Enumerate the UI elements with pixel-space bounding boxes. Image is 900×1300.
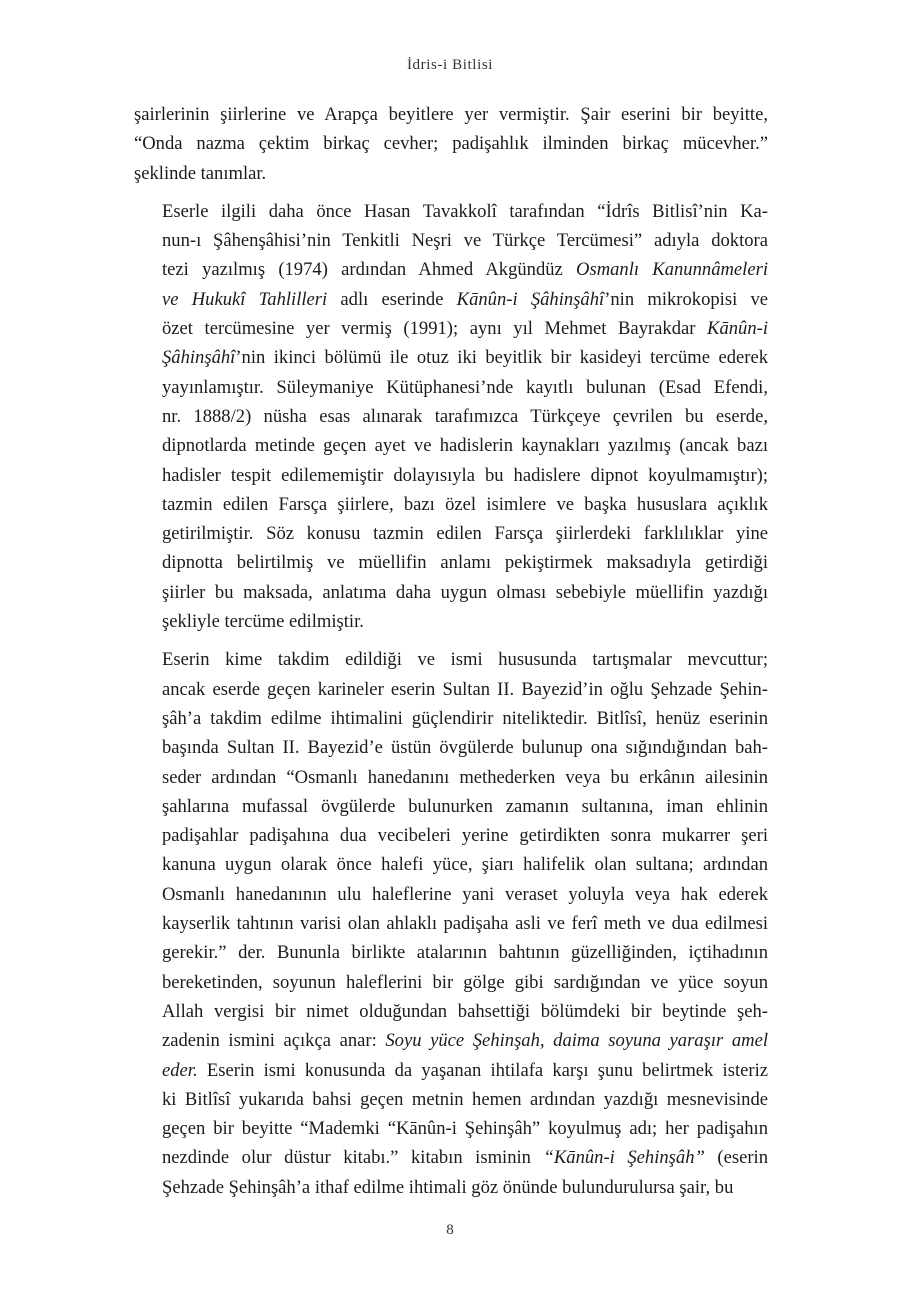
text-run: kanuna uygun olarak önce halefi yüce, şiarı halifelik olan sultana; ardından: [162, 854, 768, 876]
text-run: şiirler bu maksada, anlatıma daha uygun olması sebebiyle müellifin yazdığı: [162, 581, 768, 603]
text-line: [134, 821, 768, 850]
text-line: [134, 548, 768, 577]
paragraph: [134, 197, 768, 636]
text-line: [134, 763, 768, 792]
italic-text: Kānûn-i Şâhinşâhî: [456, 288, 605, 310]
text-run: yayınlamıştır. Süleymaniye Kütüphanesi’nde kayıtlı bulunan (Esad Efendi,: [162, 376, 768, 398]
text-line: [134, 645, 768, 674]
text-run: “Onda nazma çektim birkaç cevher; padişahlık ilminden birkaç mücevher.”: [134, 133, 768, 155]
text-run: getirilmiştir. Söz konusu tazmin edilen Farsça şiirlerdeki farklılıklar yine: [162, 523, 768, 545]
text-line: [134, 1114, 768, 1143]
text-run: zadenin ismini açıkça anar:: [162, 1030, 386, 1052]
text-run: Osmanlı hanedanının ulu haleflerine yani veraset yoluyla veya hak ederek: [162, 883, 768, 905]
paragraph: [134, 645, 768, 1202]
text-run: şairlerinin şiirlerine ve Arapça beyitlere yer vermiştir. Şair eserini bir beyitte,: [134, 104, 768, 125]
text-run: hadisler tespit edilememiştir dolayısıyla bu hadislere dipnot koyulmamıştır);: [162, 464, 768, 486]
text-line: [134, 578, 768, 607]
text-run: ’nin mikrokopisi ve: [604, 288, 768, 310]
italic-text: “Kānûn-i Şehinşâh”: [543, 1147, 705, 1169]
text-run: şeklinde tanımlar.: [134, 162, 267, 184]
body-text: [134, 100, 768, 1211]
text-run: geçen bir beyitte “Mademki “Kānûn-i Şehinşâh” koyulmuş adı; her padişahın: [162, 1118, 768, 1140]
text-run: ancak eserde geçen karineler eserin Sultan II. Bayezid’in oğlu Şehzade Şehin-: [162, 678, 768, 700]
text-line: [134, 100, 768, 129]
text-line: [134, 1143, 768, 1172]
italic-text: Osmanlı Kanunnâmeleri: [576, 259, 768, 281]
text-run: Eserle ilgili daha önce Hasan Tavakkolî tarafından “İdrîs Bitlisî’nin Ka-: [162, 200, 768, 222]
text-line: [134, 1085, 768, 1114]
text-run: şâh’a takdim edilme ihtimalini güçlendirir niteliktedir. Bitlîsî, henüz eserinin: [162, 707, 768, 729]
text-line: [134, 850, 768, 879]
text-run: Eserin kime takdim edildiği ve ismi hususunda tartışmalar mevcuttur;: [162, 649, 768, 671]
text-line: [134, 938, 768, 967]
text-run: padişahlar padişahına dua vecibeleri yerine getirdikten sonra mukarrer şeri: [162, 825, 768, 847]
text-run: şahlarına mufassal övgülerde bulunurken zamanın sultanına, iman ehlinin: [162, 795, 768, 817]
text-run: Allah vergisi bir nimet olduğundan bahsettiği bölümdeki bir beytinde şeh-: [162, 1000, 768, 1022]
italic-text: Şâhinşâhî: [162, 347, 236, 369]
text-line: [134, 159, 768, 188]
text-line: [134, 733, 768, 762]
text-run: tazmin edilen Farsça şiirlere, bazı özel isimlere ve başka hususlara açıklık: [162, 493, 768, 515]
paragraph: [134, 100, 768, 188]
text-line: [134, 402, 768, 431]
text-run: nr. 1888/2) nüsha esas alınarak tarafımızca Türkçeye çevrilen bu eserde,: [162, 405, 768, 427]
italic-text: ve Hukukî Tahlilleri: [162, 288, 328, 310]
text-line: [134, 285, 768, 314]
italic-text: Kānûn-i: [707, 318, 768, 340]
text-run: ’nin ikinci bölümü ile otuz iki beyitlik bir kasideyi tercüme ederek: [235, 347, 768, 369]
text-line: [134, 607, 768, 636]
text-run: başında Sultan II. Bayezid’e üstün övgülerde bulunup ona sığındığından bah-: [162, 737, 768, 759]
text-run: seder ardından “Osmanlı hanedanını methederken veya bu erkânın ailesinin: [162, 766, 768, 788]
text-line: [134, 997, 768, 1026]
text-line: [134, 490, 768, 519]
text-run: nun-ı Şâhenşâhisi’nin Tenkitli Neşri ve Türkçe Tercümesi” adıyla doktora: [162, 230, 768, 252]
text-line: [134, 461, 768, 490]
text-run: kayserlik tahtının varisi olan ahlaklı padişaha asli ve ferî meth ve dua edilmesi: [162, 913, 768, 935]
text-line: [134, 343, 768, 372]
text-run: dipnotlarda metinde geçen ayet ve hadislerin kaynakları yazılmış (ancak bazı: [162, 435, 768, 457]
text-line: [134, 675, 768, 704]
text-line: [134, 704, 768, 733]
text-run: dipnotta belirtilmiş ve müellifin anlamı pekiştirmek maksadıyla getirdiği: [162, 552, 768, 574]
text-line: [134, 431, 768, 460]
text-line: [134, 792, 768, 821]
text-line: [134, 197, 768, 226]
text-run: ki Bitlîsî yukarıda bahsi geçen metnin hemen ardından yazdığı mesnevisinde: [162, 1088, 768, 1110]
text-line: [134, 519, 768, 548]
running-head: İdris-i Bitlisi: [406, 57, 494, 73]
text-run: bereketinden, soyunun haleflerini bir gölge gibi sardığından ve yüce soyun: [162, 971, 768, 993]
text-line: [134, 880, 768, 909]
text-run: tezi yazılmış (1974) ardından Ahmed Akgündüz: [162, 259, 577, 281]
text-run: adlı eserinde: [327, 288, 457, 310]
text-line: [134, 1056, 768, 1085]
italic-text: Soyu yüce Şehinşah, daima soyuna yaraşır amel: [385, 1030, 768, 1052]
text-run: (eserin: [704, 1147, 768, 1169]
italic-text: eder.: [162, 1059, 198, 1081]
text-run: özet tercümesine yer vermiş (1991); aynı yıl Mehmet Bayrakdar: [162, 318, 708, 340]
text-line: [134, 314, 768, 343]
text-line: [134, 1026, 768, 1055]
text-line: [134, 226, 768, 255]
text-run: gerekir.” der. Bununla birlikte atalarının bahtının güzelliğinden, içtihadının: [162, 942, 768, 964]
text-line: [134, 909, 768, 938]
text-run: nezdinde olur düstur kitabı.” kitabın isminin: [162, 1147, 544, 1169]
text-line: [134, 968, 768, 997]
text-line: [134, 373, 768, 402]
text-line: [134, 255, 768, 284]
text-line: [134, 1173, 768, 1202]
text-run: şekliyle tercüme edilmiştir.: [162, 611, 364, 633]
text-run: Şehzade Şehinşâh’a ithaf edilme ihtimali göz önünde bulundurulursa şair, bu: [162, 1176, 734, 1198]
text-run: Eserin ismi konusunda da yaşanan ihtilafa karşı şunu belirtmek isteriz: [197, 1059, 768, 1081]
page-number: 8: [446, 1222, 454, 1238]
text-line: [134, 129, 768, 158]
